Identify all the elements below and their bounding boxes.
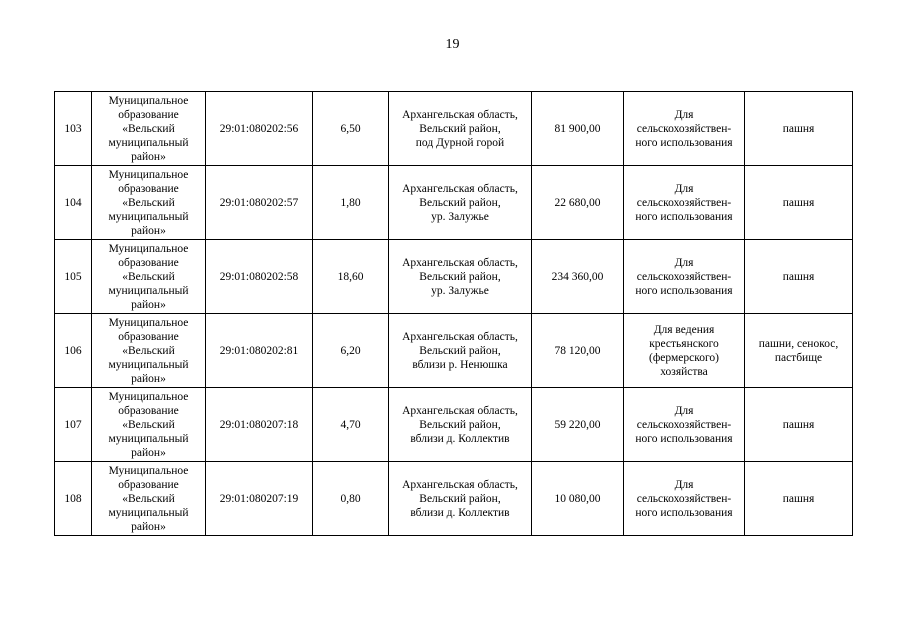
land-use-cell: пашня (745, 166, 853, 240)
owner-cell: Муниципальное образование «Вельский муниципальный район» (92, 314, 206, 388)
table-row (55, 462, 853, 536)
row-number-cell: 104 (55, 166, 92, 240)
owner-cell: Муниципальное образование «Вельский муниципальный район» (92, 166, 206, 240)
page-number: 19 (445, 37, 460, 52)
location-cell: Архангельская область, Вельский район, под Дурной горой (389, 92, 532, 166)
area-cell: 0,80 (313, 462, 389, 536)
purpose-cell: Для сельскохозяйствен- ного использования (624, 92, 745, 166)
area-cell: 4,70 (313, 388, 389, 462)
value-cell: 78 120,00 (532, 314, 624, 388)
cadastral-number-cell: 29:01:080207:18 (206, 388, 313, 462)
land-use-cell: пашня (745, 388, 853, 462)
location-cell: Архангельская область, Вельский район, ур. Залужье (389, 240, 532, 314)
value-cell: 59 220,00 (532, 388, 624, 462)
land-use-cell: пашня (745, 240, 853, 314)
purpose-cell: Для сельскохозяйствен- ного использования (624, 462, 745, 536)
owner-cell: Муниципальное образование «Вельский муниципальный район» (92, 388, 206, 462)
land-plots-table (54, 91, 853, 536)
land-use-cell: пашня (745, 92, 853, 166)
location-cell: Архангельская область, Вельский район, вблизи д. Коллектив (389, 462, 532, 536)
cadastral-number-cell: 29:01:080202:81 (206, 314, 313, 388)
purpose-cell: Для ведения крестьянского (фермерского) хозяйства (624, 314, 745, 388)
row-number-cell: 105 (55, 240, 92, 314)
value-cell: 234 360,00 (532, 240, 624, 314)
value-cell: 22 680,00 (532, 166, 624, 240)
cadastral-number-cell: 29:01:080202:57 (206, 166, 313, 240)
land-use-cell: пашня (745, 462, 853, 536)
location-cell: Архангельская область, Вельский район, вблизи р. Ненюшка (389, 314, 532, 388)
purpose-cell: Для сельскохозяйствен- ного использования (624, 388, 745, 462)
land-use-cell: пашни, сенокос, пастбище (745, 314, 853, 388)
row-number-cell: 103 (55, 92, 92, 166)
area-cell: 18,60 (313, 240, 389, 314)
row-number-cell: 107 (55, 388, 92, 462)
area-cell: 1,80 (313, 166, 389, 240)
purpose-cell: Для сельскохозяйствен- ного использования (624, 240, 745, 314)
row-number-cell: 106 (55, 314, 92, 388)
table-row (55, 388, 853, 462)
owner-cell: Муниципальное образование «Вельский муниципальный район» (92, 462, 206, 536)
owner-cell: Муниципальное образование «Вельский муниципальный район» (92, 92, 206, 166)
location-cell: Архангельская область, Вельский район, ур. Залужье (389, 166, 532, 240)
cadastral-number-cell: 29:01:080202:58 (206, 240, 313, 314)
cadastral-number-cell: 29:01:080202:56 (206, 92, 313, 166)
area-cell: 6,50 (313, 92, 389, 166)
value-cell: 10 080,00 (532, 462, 624, 536)
area-cell: 6,20 (313, 314, 389, 388)
table-row (55, 166, 853, 240)
owner-cell: Муниципальное образование «Вельский муниципальный район» (92, 240, 206, 314)
table-row (55, 92, 853, 166)
cadastral-number-cell: 29:01:080207:19 (206, 462, 313, 536)
location-cell: Архангельская область, Вельский район, вблизи д. Коллектив (389, 388, 532, 462)
table-row (55, 314, 853, 388)
row-number-cell: 108 (55, 462, 92, 536)
table-row (55, 240, 853, 314)
value-cell: 81 900,00 (532, 92, 624, 166)
purpose-cell: Для сельскохозяйствен- ного использования (624, 166, 745, 240)
